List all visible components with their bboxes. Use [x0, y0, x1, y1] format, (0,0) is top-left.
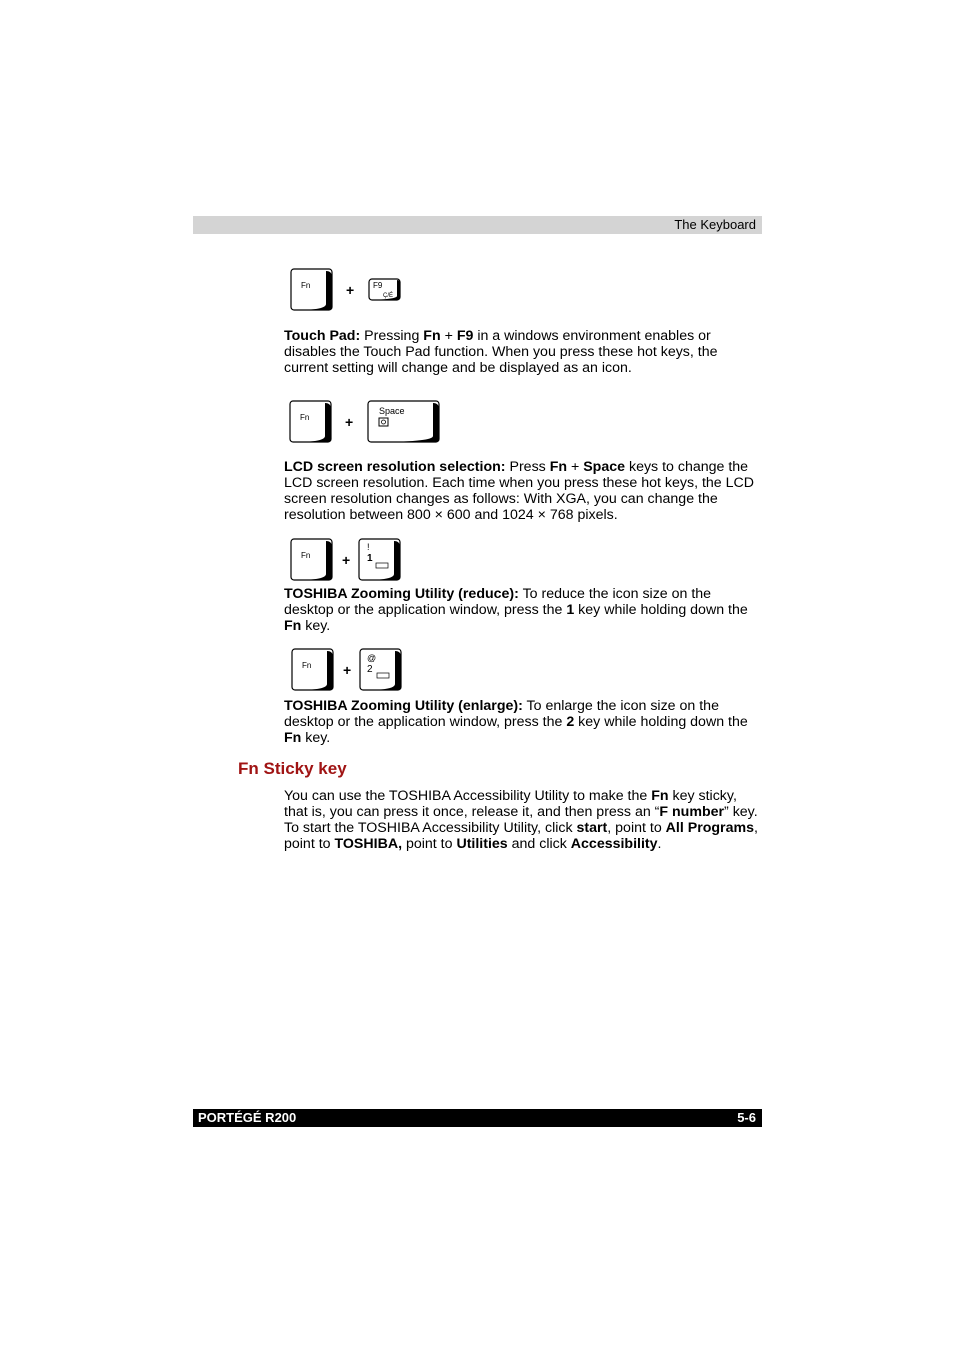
f9-key-icon [369, 279, 400, 300]
key-combo-fn-space [287, 398, 447, 446]
sticky-key-paragraph: You can use the TOSHIBA Accessibility Utility to make the Fn key sticky, that is, you can press it once, release it, and then press an “F number” key. To start the TOSHIBA Accessibility Utility, click start, point to All Programs, point to TOSHIBA, point to Utilities and click Accessibility. [284, 788, 758, 852]
touchpad-glyph-icon: Ç/É [383, 293, 394, 299]
fn-key-label: Fn [301, 551, 311, 560]
zoom-reduce-glyph-icon [376, 563, 388, 568]
fn-key-icon [291, 269, 332, 310]
fn-key-icon [290, 401, 331, 442]
lcd-paragraph: LCD screen resolution selection: Press Fn + Space keys to change the LCD screen resolution. Each time when you press these hot keys, the LCD screen resolution changes as follows: With XGA, you can change the resolution between 800 × 600 and 1024 × 768 pixels. [284, 459, 754, 523]
header-title: The Keyboard [674, 217, 756, 232]
f9-key-label: F9 [373, 281, 383, 290]
zoom-enlarge-paragraph: TOSHIBA Zooming Utility (enlarge): To enlarge the icon size on the desktop or the application window, press the 2 key while holding down the Fn key. [284, 698, 748, 746]
key-combo-fn-2 [289, 646, 409, 694]
one-key-top-label: ! [367, 542, 370, 552]
plus-sign: + [342, 552, 351, 568]
page-footer-bar [193, 1109, 762, 1127]
footer-model-name: PORTÉGÉ R200 [198, 1110, 297, 1125]
two-key-icon [360, 649, 401, 690]
key-combo-fn-f9 [288, 266, 408, 314]
two-key-top-label: @ [367, 653, 377, 663]
page-header-bar [193, 216, 762, 234]
plus-sign: + [343, 662, 352, 678]
resolution-glyph-icon [379, 418, 388, 426]
plus-sign: + [345, 414, 354, 430]
plus-sign: + [346, 282, 355, 298]
fn-key-label: Fn [301, 281, 311, 290]
one-key-label: 1 [367, 553, 373, 564]
key-combo-fn-1 [288, 536, 408, 584]
fn-key-icon [292, 649, 333, 690]
one-key-icon [359, 539, 400, 580]
zoom-reduce-paragraph: TOSHIBA Zooming Utility (reduce): To reduce the icon size on the desktop or the application window, press the 1 key while holding down the Fn key. [284, 586, 748, 634]
fn-key-label: Fn [302, 661, 312, 670]
two-key-label: 2 [367, 664, 373, 675]
fn-key-label: Fn [300, 413, 310, 422]
space-key-icon [368, 401, 439, 442]
fn-key-icon [291, 539, 332, 580]
zoom-enlarge-glyph-icon [377, 673, 389, 678]
touchpad-paragraph: Touch Pad: Pressing Fn + F9 in a windows environment enables or disables the Touch Pad function. When you press these hot keys, the current setting will change and be displayed as an icon. [284, 328, 718, 376]
space-key-label: Space [379, 406, 405, 416]
footer-page-number: 5-6 [737, 1110, 756, 1125]
section-heading-fn-sticky-key: Fn Sticky key [238, 759, 347, 778]
